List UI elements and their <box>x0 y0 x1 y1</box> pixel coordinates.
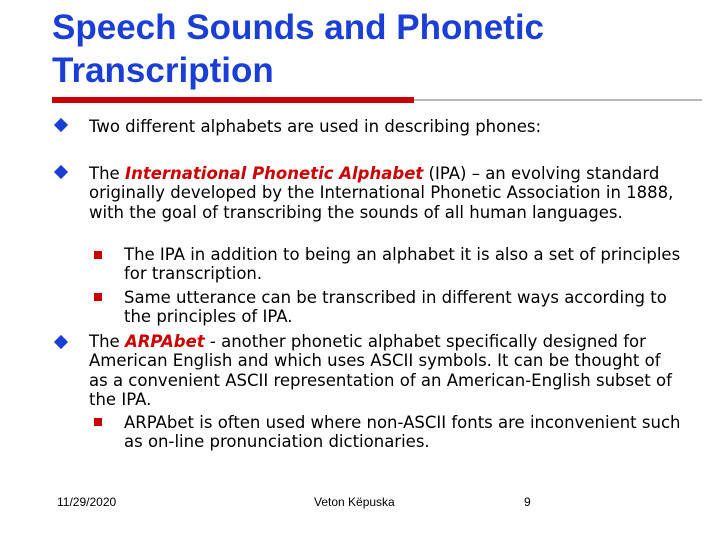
bullet-arpabet <box>89 332 684 410</box>
red-square-bullet-icon <box>94 293 102 301</box>
bullet-two-alphabets: Two different alphabets are used in describing phones: <box>89 117 542 136</box>
footer-date: 11/29/2020 <box>57 495 117 509</box>
blue-diamond-bullet-icon <box>54 335 68 349</box>
blue-diamond-bullet-icon <box>54 118 68 132</box>
red-square-bullet-icon <box>94 251 102 259</box>
slide-title-line2: Transcription <box>52 51 274 90</box>
sub-bullet-arpabet-usage: ARPAbet is often used where non-ASCII fonts are inconvenient such as on-line pronunciation dictionaries. <box>124 413 681 452</box>
blue-diamond-bullet-icon <box>54 165 68 179</box>
sub-bullet-ipa-principles: The IPA in addition to being an alphabet it is also a set of principles for transcription. <box>124 245 681 284</box>
red-square-bullet-icon <box>94 418 102 426</box>
bullet-arpabet-text: - another phonetic alphabet specifically designed for American English and which uses ASCII symbols. It can be thought of as a convenient ASCII representation of an American-English subset of the IPA. <box>89 332 672 410</box>
bullet-ipa-term: International Phonetic Alphabet <box>124 164 424 183</box>
bullet-arpabet-prefix: The <box>89 332 125 351</box>
footer-author: Veton Këpuska <box>314 495 395 509</box>
footer-page-number: 9 <box>524 495 531 509</box>
bullet-ipa-text: (IPA) – an evolving standard originally developed by the International Phonetic Association in 1888, with the goal of transcribing the sounds of all human languages. <box>89 164 674 222</box>
bullet-arpabet-term: ARPAbet <box>124 332 205 351</box>
slide-title <box>52 6 692 92</box>
bullet-ipa-prefix: The <box>89 164 125 183</box>
title-underline-accent-bar <box>52 97 414 103</box>
sub-bullet-same-utterance: Same utterance can be transcribed in different ways according to the principles of IPA. <box>124 288 667 327</box>
slide-title-line1: Speech Sounds and Phonetic <box>52 8 545 47</box>
bullet-ipa <box>89 164 684 222</box>
